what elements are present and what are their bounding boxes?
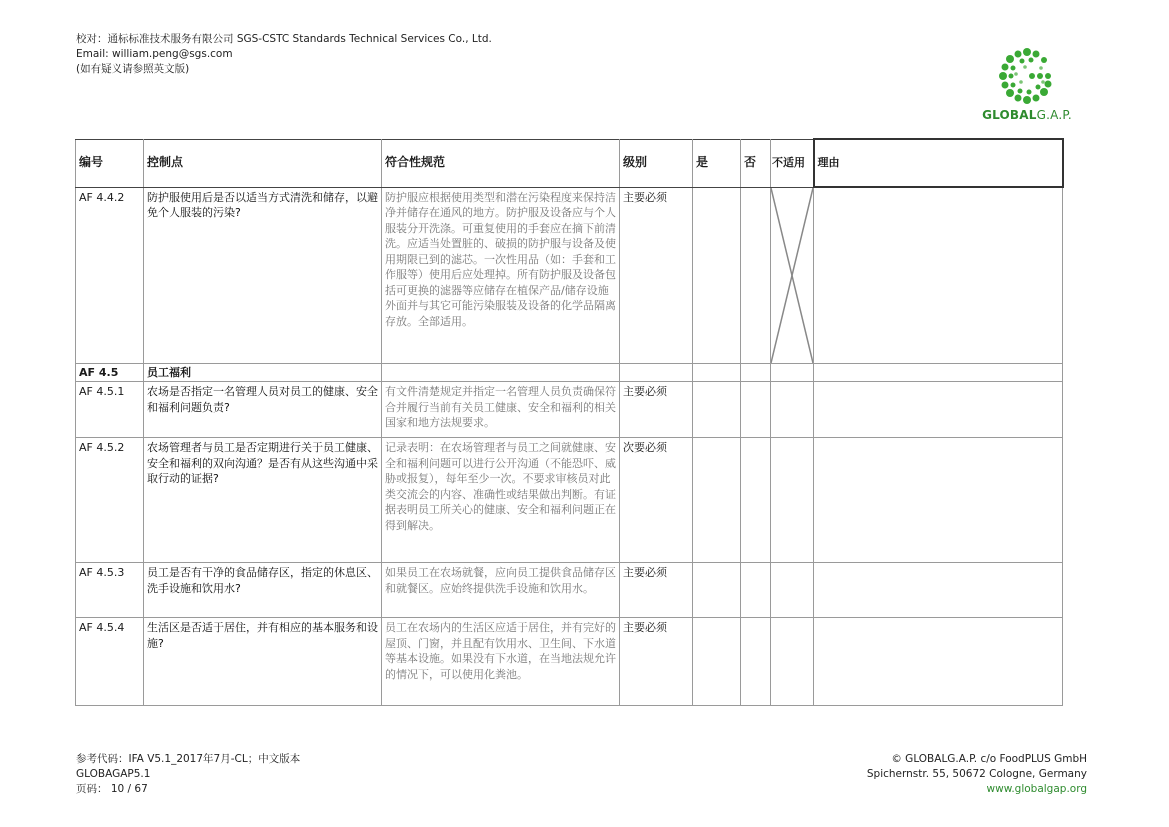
reference-code: 参考代码：IFA V5.1_2017年7月-CL；中文版本 [76, 753, 301, 765]
page-header [76, 32, 492, 77]
col-header-control-point: 控制点 [144, 139, 382, 187]
row-control-point: 农场是否指定一名管理人员对员工的健康、安全和福利问题负责? [144, 382, 382, 438]
row-no-cell[interactable] [741, 438, 771, 563]
row-code: AF 4.5.3 [76, 563, 144, 618]
section-empty [814, 363, 1063, 382]
section-row [76, 363, 1063, 382]
website-link[interactable]: www.globalgap.org [986, 783, 1087, 795]
row-control-point: 农场管理者与员工是否定期进行关于员工健康、安全和福利的双向沟通？是否有从这些沟通中采取行动的证据? [144, 438, 382, 563]
row-na-cell[interactable] [771, 563, 814, 618]
row-level: 主要必须 [620, 618, 693, 706]
col-header-code: 编号 [76, 139, 144, 187]
row-na-cell[interactable] [771, 438, 814, 563]
row-control-point: 员工是否有干净的食品储存区，指定的休息区、洗手设施和饮用水? [144, 563, 382, 618]
row-yes-cell[interactable] [693, 438, 741, 563]
row-control-point: 防护服使用后是否以适当方式清洗和储存，以避免个人服装的污染? [144, 187, 382, 363]
checklist-table [75, 138, 1064, 706]
page-number: 页码： 10 / 67 [76, 783, 148, 795]
row-reason-cell[interactable] [814, 618, 1063, 706]
row-yes-cell[interactable] [693, 563, 741, 618]
address: Spichernstr. 55, 50672 Cologne, Germany [866, 768, 1087, 780]
table-row [76, 382, 1063, 438]
section-empty [382, 363, 620, 382]
row-level: 主要必须 [620, 187, 693, 363]
col-header-compliance: 符合性规范 [382, 139, 620, 187]
row-yes-cell[interactable] [693, 382, 741, 438]
reviewer-line: 校对：通标标准技术服务有限公司 SGS-CSTC Standards Technical Services Co., Ltd. [76, 33, 492, 45]
table-row [76, 438, 1063, 563]
row-code: AF 4.5.4 [76, 618, 144, 706]
row-compliance: 如果员工在农场就餐，应向员工提供食品储存区和就餐区。应始终提供洗手设施和饮用水。 [382, 563, 620, 618]
section-empty [771, 363, 814, 382]
row-code: AF 4.4.2 [76, 187, 144, 363]
table-header-row [76, 139, 1063, 187]
row-reason-cell[interactable] [814, 563, 1063, 618]
document-version: GLOBAGAP5.1 [76, 768, 151, 780]
row-no-cell[interactable] [741, 618, 771, 706]
table-row [76, 187, 1063, 363]
row-na-cell[interactable] [771, 618, 814, 706]
cross-out-icon [771, 188, 813, 363]
row-no-cell[interactable] [741, 382, 771, 438]
row-reason-cell[interactable] [814, 187, 1063, 363]
row-no-cell[interactable] [741, 187, 771, 363]
col-header-yes: 是 [693, 139, 741, 187]
section-code: AF 4.5 [76, 363, 144, 382]
col-header-no: 否 [741, 139, 771, 187]
wordmark-bold: GLOBAL [982, 108, 1037, 122]
table-row [76, 618, 1063, 706]
row-control-point: 生活区是否适于居住，并有相应的基本服务和设施? [144, 618, 382, 706]
row-compliance: 员工在农场内的生活区应适于居住，并有完好的屋顶、门窗，并且配有饮用水、卫生间、下水道等基本设施。如果没有下水道，在当地法规允许的情况下，可以使用化粪池。 [382, 618, 620, 706]
section-title: 员工福利 [144, 363, 382, 382]
row-level: 主要必须 [620, 382, 693, 438]
section-empty [620, 363, 693, 382]
footer-left [76, 752, 300, 797]
row-compliance: 有文件清楚规定并指定一名管理人员负责确保符合并履行当前有关员工健康、安全和福利的相关国家和地方法规要求。 [382, 382, 620, 438]
row-na-crossed-cell [771, 187, 814, 363]
globalgap-wordmark [981, 108, 1073, 122]
col-header-reason: 理由 [814, 139, 1063, 187]
row-code: AF 4.5.1 [76, 382, 144, 438]
globalgap-logo [981, 44, 1073, 126]
row-no-cell[interactable] [741, 563, 771, 618]
table-row [76, 563, 1063, 618]
row-yes-cell[interactable] [693, 187, 741, 363]
row-level: 主要必须 [620, 563, 693, 618]
wordmark-thin: G.A.P. [1036, 108, 1072, 122]
footer-right [867, 752, 1087, 797]
row-reason-cell[interactable] [814, 438, 1063, 563]
row-compliance: 记录表明：在农场管理者与员工之间就健康、安全和福利问题可以进行公开沟通（不能恐吓、威胁或报复），每年至少一次。不要求审核员对此类交流会的内容、准确性或结果做出判断。有证据表明员工所关心的健康、安全和福利问题正在得到解决。 [382, 438, 620, 563]
globalgap-g-logo-icon [981, 44, 1073, 108]
row-yes-cell[interactable] [693, 618, 741, 706]
row-code: AF 4.5.2 [76, 438, 144, 563]
disclaimer-line: (如有疑义请参照英文版) [76, 63, 190, 75]
row-na-cell[interactable] [771, 382, 814, 438]
row-compliance: 防护服应根据使用类型和潜在污染程度来保持洁净并储存在通风的地方。防护服及设备应与个人服装分开洗涤。可重复使用的手套应在摘下前清洗。应适当处置脏的、破损的防护服与设备及使用期限已到的滤芯。一次性用品（如：手套和工作服等）使用后应处理掉。所有防护服及设备包括可更换的滤器等应储存在植保产品/储存设施外面并与其它可能污染服装及设备的化学品隔离存放。全部适用。 [382, 187, 620, 363]
section-empty [741, 363, 771, 382]
copyright: © GLOBALG.A.P. c/o FoodPLUS GmbH [891, 753, 1087, 765]
section-empty [693, 363, 741, 382]
row-reason-cell[interactable] [814, 382, 1063, 438]
row-level: 次要必须 [620, 438, 693, 563]
col-header-na: 不适用 [771, 139, 814, 187]
email-line: Email: william.peng@sgs.com [76, 48, 233, 60]
col-header-level: 级别 [620, 139, 693, 187]
